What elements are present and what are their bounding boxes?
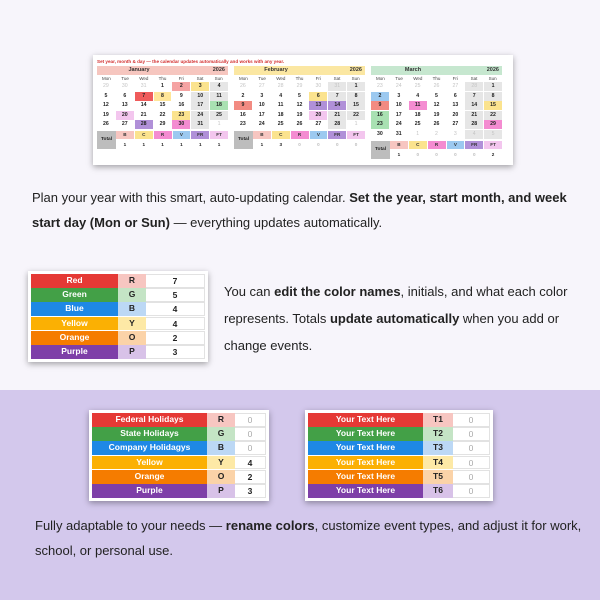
color-count: 2 xyxy=(235,470,266,484)
legend-row xyxy=(92,427,266,441)
day-cell[interactable]: 1 xyxy=(347,82,365,91)
weekday-label: Wed xyxy=(276,76,286,81)
day-cell[interactable]: 6 xyxy=(309,92,327,101)
edit-text: You can xyxy=(224,284,275,299)
color-count: 0 xyxy=(453,427,490,441)
day-cell[interactable]: 25 xyxy=(210,111,228,120)
day-grid xyxy=(234,82,365,129)
totals-row xyxy=(97,131,228,149)
weekday-label: Tue xyxy=(121,76,129,81)
color-initial[interactable]: T4 xyxy=(423,456,453,470)
weekday-label: Thu xyxy=(432,76,441,81)
color-count: 0 xyxy=(453,484,490,498)
color-initial[interactable]: G xyxy=(207,427,235,441)
weekday-label: Sat xyxy=(470,76,478,81)
month-header xyxy=(234,66,365,75)
day-cell[interactable]: 17 xyxy=(258,111,265,118)
total-value: 0 xyxy=(447,150,465,159)
color-name[interactable]: Your Text Here xyxy=(308,441,423,455)
totals-label: Total xyxy=(234,131,253,149)
day-cell[interactable]: 23 xyxy=(377,83,383,89)
total-header: V xyxy=(310,131,328,139)
total-value: 0 xyxy=(328,140,346,149)
total-value: 1 xyxy=(210,140,228,149)
day-cell[interactable]: 31 xyxy=(191,120,209,129)
day-cell[interactable]: 10 xyxy=(258,102,265,108)
day-cell[interactable]: 2 xyxy=(241,92,245,99)
legend-row xyxy=(308,456,490,470)
legend-row xyxy=(308,484,490,498)
day-cell[interactable]: 26 xyxy=(433,121,440,127)
day-cell[interactable]: 22 xyxy=(484,111,502,120)
day-cell[interactable]: 12 xyxy=(296,102,303,108)
day-cell[interactable]: 14 xyxy=(465,101,483,110)
month-march xyxy=(371,66,502,159)
day-cell[interactable]: 14 xyxy=(328,101,346,110)
adapt-paragraph xyxy=(35,513,585,563)
month-year: 2026 xyxy=(212,67,225,73)
weekday-label: Sat xyxy=(333,76,341,81)
day-cell[interactable]: 15 xyxy=(484,101,502,110)
month-header xyxy=(97,66,228,75)
day-cell[interactable]: 4 xyxy=(416,92,420,99)
day-cell[interactable]: 16 xyxy=(371,111,389,120)
total-value: 2 xyxy=(484,150,502,159)
weekday-label: Tue xyxy=(395,76,403,81)
total-value: 0 xyxy=(310,140,328,149)
weekday-label: Mon xyxy=(375,76,385,81)
legend-row xyxy=(308,427,490,441)
day-cell[interactable]: 2 xyxy=(435,130,438,137)
day-cell[interactable]: 1 xyxy=(484,82,502,91)
weekday-label: Sun xyxy=(214,76,223,81)
color-initial[interactable]: Y xyxy=(207,456,235,470)
day-cell[interactable]: 31 xyxy=(395,130,402,137)
day-cell[interactable]: 26 xyxy=(103,121,109,127)
day-cell[interactable]: 9 xyxy=(371,101,389,110)
day-cell[interactable]: 8 xyxy=(484,92,502,101)
intro-text-end: — everything updates automatically. xyxy=(169,215,383,230)
day-cell[interactable]: 13 xyxy=(121,102,128,108)
color-name[interactable]: Your Text Here xyxy=(308,484,423,498)
color-initial[interactable]: T6 xyxy=(423,484,453,498)
intro-text: Plan your year with this smart, auto-updating calendar. xyxy=(32,190,350,205)
day-cell[interactable]: 4 xyxy=(210,82,228,91)
day-cell[interactable]: 11 xyxy=(409,101,427,110)
total-value: 1 xyxy=(135,140,153,149)
color-count: 0 xyxy=(453,470,490,484)
total-header: FT xyxy=(347,131,365,139)
day-cell[interactable]: 1 xyxy=(416,130,420,137)
color-count: 2 xyxy=(146,331,205,345)
day-cell[interactable]: 14 xyxy=(140,102,147,108)
day-cell[interactable]: 28 xyxy=(135,120,153,129)
color-name[interactable]: Your Text Here xyxy=(308,456,423,470)
day-cell[interactable]: 5 xyxy=(298,92,301,99)
totals-label: Total xyxy=(97,131,116,149)
day-cell[interactable]: 6 xyxy=(453,92,457,99)
weekday-row xyxy=(97,75,228,82)
total-value: 0 xyxy=(428,150,446,159)
adapt-text-2: , customize event types, and adjust it for work, school, or personal use. xyxy=(35,518,582,558)
day-cell[interactable]: 15 xyxy=(347,101,365,110)
day-cell[interactable]: 24 xyxy=(395,83,402,89)
day-cell[interactable]: 4 xyxy=(279,92,283,99)
day-cell[interactable]: 3 xyxy=(191,82,209,91)
day-cell[interactable]: 17 xyxy=(191,101,209,110)
day-cell[interactable]: 15 xyxy=(159,102,166,108)
day-cell[interactable]: 9 xyxy=(234,101,252,110)
color-name[interactable]: Red xyxy=(31,274,118,288)
total-header: B xyxy=(253,131,271,139)
colors-table xyxy=(28,271,208,362)
month-name: March xyxy=(404,67,422,73)
legend-row xyxy=(31,302,205,316)
color-initial[interactable]: R xyxy=(118,274,146,288)
legend-row xyxy=(308,470,490,484)
color-initial[interactable]: B xyxy=(207,441,235,455)
custom-table xyxy=(305,410,493,501)
day-cell[interactable]: 8 xyxy=(347,92,365,101)
day-cell[interactable]: 6 xyxy=(123,92,127,99)
total-header: FR xyxy=(328,131,346,139)
color-initial[interactable]: G xyxy=(118,288,146,302)
color-name[interactable]: Your Text Here xyxy=(308,470,423,484)
weekday-label: Thu xyxy=(295,76,304,81)
color-count: 0 xyxy=(235,441,266,455)
total-value: 0 xyxy=(409,150,427,159)
day-cell[interactable]: 8 xyxy=(154,92,172,101)
color-initial[interactable]: O xyxy=(118,331,146,345)
color-count: 3 xyxy=(146,345,205,359)
day-cell[interactable]: 17 xyxy=(395,111,402,118)
weekday-row xyxy=(234,75,365,82)
legend-row xyxy=(31,274,205,288)
calendar-sheet xyxy=(93,55,513,165)
legend-row xyxy=(92,456,266,470)
color-name[interactable]: Company Holidagys xyxy=(92,441,207,455)
color-name[interactable]: Your Text Here xyxy=(308,413,423,427)
day-cell[interactable]: 5 xyxy=(435,92,438,99)
day-cell[interactable]: 26 xyxy=(433,83,440,89)
total-value: 1 xyxy=(173,140,191,149)
weekday-label: Sun xyxy=(351,76,360,81)
day-cell[interactable]: 19 xyxy=(103,111,109,118)
day-cell[interactable]: 10 xyxy=(191,92,209,101)
color-name[interactable]: Orange xyxy=(31,331,118,345)
day-cell[interactable]: 30 xyxy=(172,120,190,129)
color-count: 5 xyxy=(146,288,205,302)
weekday-label: Wed xyxy=(413,76,423,81)
months-row xyxy=(97,66,510,159)
day-cell[interactable]: 23 xyxy=(172,111,190,120)
day-cell[interactable]: 4 xyxy=(465,130,483,139)
day-cell[interactable]: 3 xyxy=(397,92,401,99)
total-header: FT xyxy=(484,141,502,149)
total-header: R xyxy=(291,131,309,139)
edit-paragraph xyxy=(224,278,589,359)
day-cell[interactable]: 18 xyxy=(414,111,421,118)
day-grid xyxy=(371,82,502,139)
weekday-row xyxy=(371,75,502,82)
day-cell[interactable]: 28 xyxy=(328,120,346,129)
day-cell[interactable]: 29 xyxy=(103,83,109,89)
legend-row xyxy=(308,413,490,427)
day-cell[interactable]: 5 xyxy=(484,130,502,139)
day-cell[interactable]: 23 xyxy=(371,120,389,129)
weekday-label: Fri xyxy=(315,76,321,81)
color-count: 0 xyxy=(453,456,490,470)
total-value: 3 xyxy=(272,140,290,149)
color-initial[interactable]: B xyxy=(118,302,146,316)
color-initial[interactable]: O xyxy=(207,470,235,484)
total-value: 0 xyxy=(291,140,309,149)
total-header: FT xyxy=(210,131,228,139)
legend-row xyxy=(92,413,266,427)
totals-grid xyxy=(390,141,502,159)
weekday-label: Mon xyxy=(238,76,248,81)
color-count: 3 xyxy=(235,484,266,498)
total-header: FR xyxy=(465,141,483,149)
legend-row xyxy=(31,288,205,302)
day-cell[interactable]: 18 xyxy=(277,111,284,118)
color-initial[interactable]: T1 xyxy=(423,413,453,427)
day-cell[interactable]: 11 xyxy=(277,102,284,108)
day-cell[interactable]: 7 xyxy=(465,92,483,101)
day-cell[interactable]: 20 xyxy=(452,111,459,118)
day-cell[interactable]: 26 xyxy=(296,121,303,127)
day-cell[interactable]: 28 xyxy=(465,82,483,91)
color-name[interactable]: Purple xyxy=(92,484,207,498)
total-value: 1 xyxy=(154,140,172,149)
day-cell[interactable]: 29 xyxy=(484,120,502,129)
color-name[interactable]: Orange xyxy=(92,470,207,484)
total-value: 1 xyxy=(116,140,134,149)
color-count: 4 xyxy=(146,302,205,316)
day-cell[interactable]: 29 xyxy=(159,121,166,127)
day-cell[interactable]: 30 xyxy=(377,130,383,137)
color-count: 4 xyxy=(235,456,266,470)
calendar-note: Set year, month & day — the calendar updates automatically and works with any year. xyxy=(97,59,285,64)
day-cell[interactable]: 27 xyxy=(452,83,459,89)
color-name[interactable]: Yellow xyxy=(31,317,118,331)
day-cell[interactable]: 12 xyxy=(103,102,109,108)
day-cell[interactable]: 20 xyxy=(116,111,134,120)
total-header: B xyxy=(390,141,408,149)
total-header: FR xyxy=(191,131,209,139)
color-name[interactable]: Your Text Here xyxy=(308,427,423,441)
day-cell[interactable]: 7 xyxy=(135,92,153,101)
day-cell[interactable]: 28 xyxy=(465,120,483,129)
legend-row xyxy=(92,470,266,484)
total-header: R xyxy=(428,141,446,149)
day-cell[interactable]: 22 xyxy=(159,111,166,118)
day-cell[interactable]: 30 xyxy=(121,83,128,89)
day-cell[interactable]: 11 xyxy=(210,92,228,101)
total-header: C xyxy=(409,141,427,149)
color-initial[interactable]: P xyxy=(118,345,146,359)
day-cell[interactable]: 3 xyxy=(260,92,264,99)
color-name[interactable]: Green xyxy=(31,288,118,302)
month-name: February xyxy=(264,67,288,73)
color-name[interactable]: Yellow xyxy=(92,456,207,470)
day-cell[interactable]: 26 xyxy=(240,83,246,89)
totals-grid xyxy=(116,131,228,149)
day-cell[interactable]: 24 xyxy=(191,111,209,120)
color-name[interactable]: Purple xyxy=(31,345,118,359)
color-initial[interactable]: T3 xyxy=(423,441,453,455)
total-value: 1 xyxy=(253,140,271,149)
day-cell[interactable]: 19 xyxy=(433,111,440,118)
day-cell[interactable]: 21 xyxy=(465,111,483,120)
totals-grid xyxy=(253,131,365,149)
day-cell[interactable]: 22 xyxy=(347,111,365,120)
color-initial[interactable]: Y xyxy=(118,317,146,331)
legend-row xyxy=(31,345,205,359)
day-cell[interactable]: 7 xyxy=(328,92,346,101)
day-cell[interactable]: 25 xyxy=(414,121,421,127)
day-cell[interactable]: 5 xyxy=(104,92,108,99)
month-name: January xyxy=(128,67,150,73)
total-value: 1 xyxy=(191,140,209,149)
day-cell[interactable]: 12 xyxy=(433,102,440,108)
day-cell[interactable]: 18 xyxy=(210,101,228,110)
legend-row xyxy=(92,441,266,455)
intro-bold: Set the year, start month, and week start day (Mon or Sun) xyxy=(32,190,567,230)
adapt-text: Fully adaptable to your needs — xyxy=(35,518,226,533)
totals-label: Total xyxy=(371,141,390,159)
weekday-label: Thu xyxy=(158,76,167,81)
day-cell[interactable]: 16 xyxy=(240,111,246,118)
totals-row xyxy=(371,141,502,159)
day-cell[interactable]: 29 xyxy=(296,83,303,89)
day-cell[interactable]: 27 xyxy=(452,121,459,127)
month-year: 2026 xyxy=(349,67,362,73)
day-cell[interactable]: 10 xyxy=(395,102,402,108)
total-header: B xyxy=(116,131,134,139)
color-initial[interactable]: T5 xyxy=(423,470,453,484)
day-cell[interactable]: 27 xyxy=(315,121,322,127)
color-name[interactable]: Federal Holidays xyxy=(92,413,207,427)
color-count: 7 xyxy=(146,274,205,288)
day-cell[interactable]: 13 xyxy=(452,102,459,108)
color-count: 4 xyxy=(146,317,205,331)
legend-row xyxy=(31,317,205,331)
day-cell[interactable]: 25 xyxy=(414,83,421,89)
month-january xyxy=(97,66,228,159)
day-cell[interactable]: 2 xyxy=(172,82,190,91)
day-cell[interactable]: 13 xyxy=(309,101,327,110)
weekday-label: Fri xyxy=(452,76,458,81)
month-year: 2026 xyxy=(486,67,499,73)
total-header: C xyxy=(272,131,290,139)
edit-text-3: when you add or change events. xyxy=(224,311,560,353)
total-header: C xyxy=(135,131,153,139)
adapt-bold: rename colors xyxy=(225,518,315,533)
day-cell[interactable]: 20 xyxy=(309,111,327,120)
day-cell[interactable]: 21 xyxy=(328,111,346,120)
intro-paragraph xyxy=(32,185,577,235)
day-cell[interactable]: 1 xyxy=(217,121,221,127)
day-cell[interactable]: 30 xyxy=(315,83,322,89)
day-grid xyxy=(97,82,228,129)
day-cell[interactable]: 25 xyxy=(277,121,284,127)
day-cell[interactable]: 27 xyxy=(258,83,265,89)
total-header: V xyxy=(173,131,191,139)
total-value: 1 xyxy=(390,150,408,159)
weekday-label: Sun xyxy=(488,76,497,81)
color-count: 0 xyxy=(453,441,490,455)
month-header xyxy=(371,66,502,75)
edit-bold-2: update automatically xyxy=(329,311,460,326)
day-cell[interactable]: 27 xyxy=(121,121,128,127)
day-cell[interactable]: 2 xyxy=(371,92,389,101)
day-cell[interactable]: 21 xyxy=(140,111,147,118)
color-initial[interactable]: R xyxy=(207,413,235,427)
color-initial[interactable]: T2 xyxy=(423,427,453,441)
day-cell[interactable]: 31 xyxy=(140,83,147,89)
day-cell[interactable]: 9 xyxy=(179,92,183,99)
legend-row xyxy=(31,331,205,345)
weekday-label: Sat xyxy=(196,76,204,81)
edit-bold-1: edit the color names xyxy=(274,284,401,299)
total-header: R xyxy=(154,131,172,139)
day-cell[interactable]: 1 xyxy=(354,121,358,127)
color-name[interactable]: State Holidays xyxy=(92,427,207,441)
total-value: 0 xyxy=(347,140,365,149)
month-february xyxy=(234,66,365,159)
day-cell[interactable]: 16 xyxy=(178,102,185,108)
weekday-label: Fri xyxy=(178,76,184,81)
day-cell[interactable]: 24 xyxy=(258,121,265,127)
color-count: 0 xyxy=(235,427,266,441)
holidays-table xyxy=(89,410,269,501)
day-cell[interactable]: 24 xyxy=(395,121,402,127)
legend-row xyxy=(92,484,266,498)
weekday-label: Tue xyxy=(258,76,266,81)
edit-text-2: , initials, and what each color represents. Totals xyxy=(224,284,568,326)
day-cell[interactable]: 1 xyxy=(161,83,164,89)
total-header: V xyxy=(447,141,465,149)
color-initial[interactable]: P xyxy=(207,484,235,498)
color-count: 0 xyxy=(235,413,266,427)
weekday-label: Mon xyxy=(101,76,111,81)
day-cell[interactable]: 28 xyxy=(277,83,284,89)
day-cell[interactable]: 3 xyxy=(453,130,457,137)
weekday-label: Wed xyxy=(139,76,149,81)
day-cell[interactable]: 31 xyxy=(328,82,346,91)
color-name[interactable]: Blue xyxy=(31,302,118,316)
total-value: 0 xyxy=(465,150,483,159)
color-count: 0 xyxy=(453,413,490,427)
totals-row xyxy=(234,131,365,149)
day-cell[interactable]: 23 xyxy=(240,121,246,127)
day-cell[interactable]: 19 xyxy=(296,111,303,118)
legend-row xyxy=(308,441,490,455)
